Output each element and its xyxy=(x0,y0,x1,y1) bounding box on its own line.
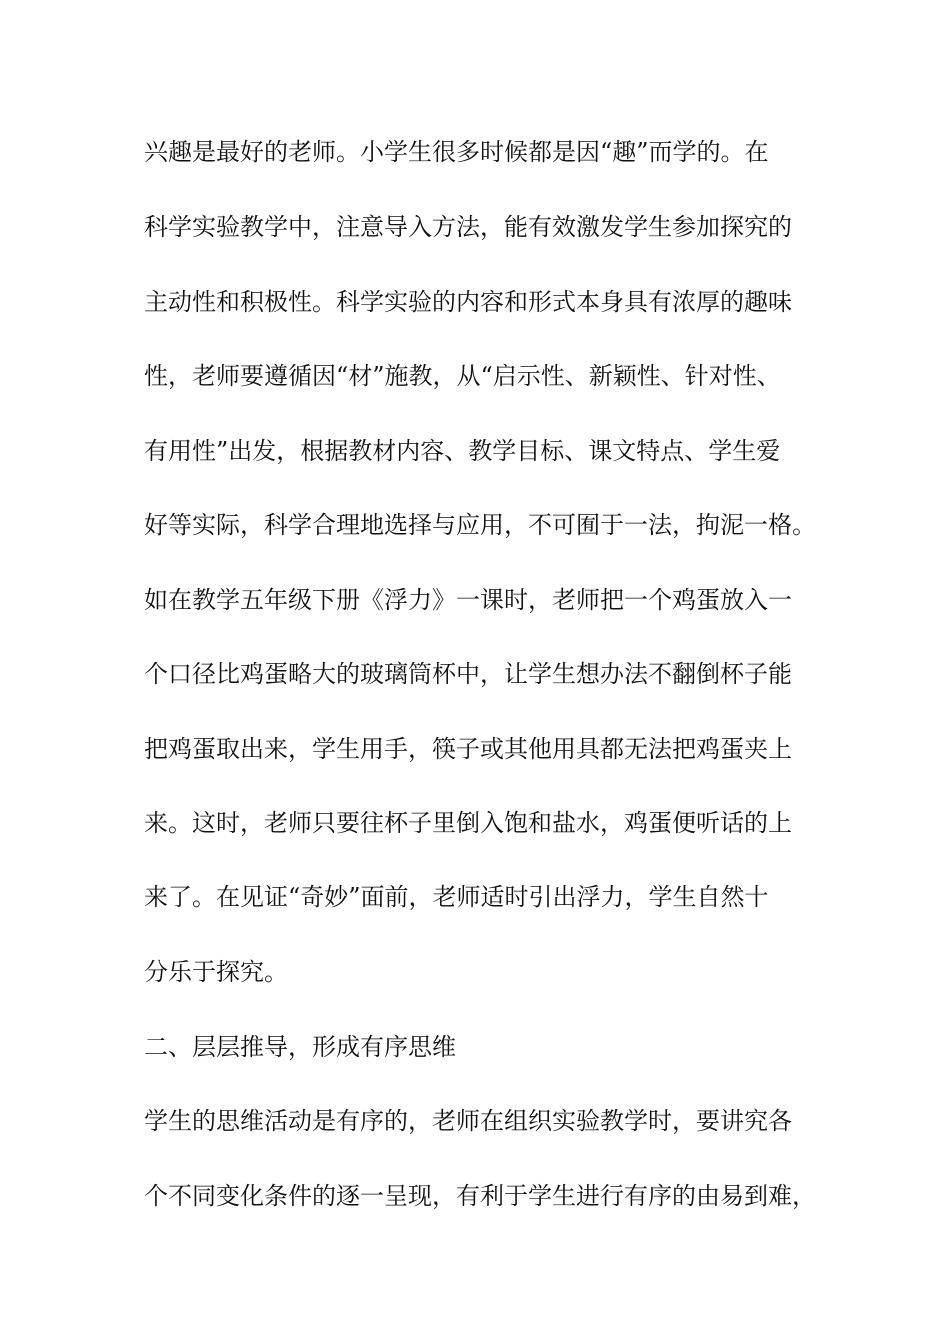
paragraph-line: 兴趣是最好的老师。小学生很多时候都是因“趣”而学的。在 xyxy=(144,138,769,166)
paragraph-line: 来了。在见证“奇妙”面前，老师适时引出浮力，学生自然十 xyxy=(144,883,769,911)
paragraph-line: 有用性”出发，根据教材内容、教学目标、课文特点、学生爱 xyxy=(144,437,781,465)
paragraph-line: 科学实验教学中，注意导入方法，能有效激发学生参加探究的 xyxy=(144,213,792,241)
paragraph-line: 来。这时，老师只要往杯子里倒入饱和盐水，鸡蛋便听话的上 xyxy=(144,809,792,837)
paragraph-line: 个不同变化条件的逐一呈现，有利于学生进行有序的由易到难， xyxy=(144,1182,816,1210)
paragraph-line: 学生的思维活动是有序的，老师在组织实验教学时，要讲究各 xyxy=(144,1107,792,1135)
paragraph-line: 主动性和积极性。科学实验的内容和形式本身具有浓厚的趣味 xyxy=(144,288,792,316)
paragraph-line: 如在教学五年级下册《浮力》一课时，老师把一个鸡蛋放入一 xyxy=(144,586,792,614)
paragraph-line: 分乐于探究。 xyxy=(144,958,288,986)
paragraph-line: 好等实际，科学合理地选择与应用，不可囿于一法，拘泥一格。 xyxy=(144,511,816,539)
section-heading: 二、层层推导，形成有序思维 xyxy=(144,1033,456,1061)
paragraph-line: 把鸡蛋取出来，学生用手，筷子或其他用具都无法把鸡蛋夹上 xyxy=(144,735,792,763)
paragraph-line: 性，老师要遵循因“材”施教，从“启示性、新颖性、针对性、 xyxy=(144,362,781,390)
paragraph-line: 个口径比鸡蛋略大的玻璃筒杯中，让学生想办法不翻倒杯子能 xyxy=(144,660,792,688)
